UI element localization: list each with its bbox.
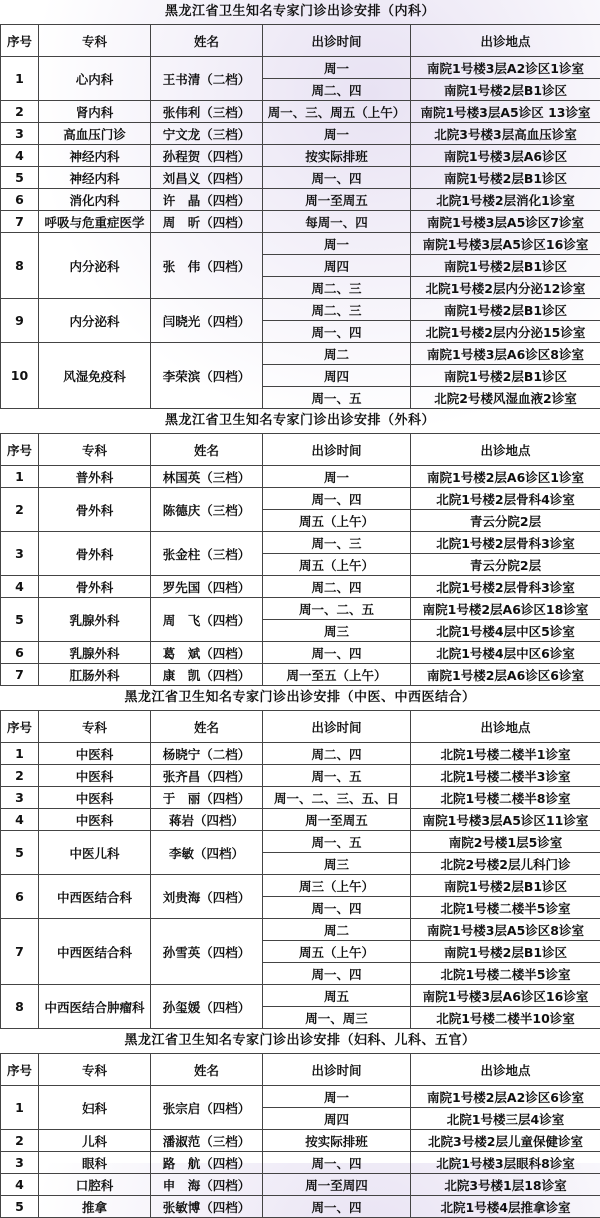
- table-row: [1, 598, 600, 620]
- department-cell: 妇科: [39, 1086, 151, 1130]
- table-row: [1, 1130, 600, 1152]
- column-header: 出诊时间: [263, 25, 411, 57]
- table-row: [1, 1196, 600, 1218]
- clinic-location-cell: 北院1号楼二楼半5诊室: [411, 963, 600, 985]
- clinic-time-cell: 周三（上午）: [263, 875, 411, 897]
- clinic-time-cell: 周一、四: [263, 1152, 411, 1174]
- clinic-location-cell: 南院1号楼2层B1诊区: [411, 255, 600, 277]
- doctor-name-cell: 李敏（四档）: [151, 831, 263, 875]
- doctor-name-cell: 周 昕（四档）: [151, 211, 263, 233]
- column-header: 出诊地点: [411, 1054, 600, 1086]
- clinic-location-cell: 北院1号楼4层中区5诊室: [411, 620, 600, 642]
- clinic-time-cell: 周五（上午）: [263, 941, 411, 963]
- table-row: [1, 123, 600, 145]
- doctor-name-cell: 蒋岩（四档）: [151, 809, 263, 831]
- column-header: 出诊地点: [411, 434, 600, 466]
- section-title: 黑龙江省卫生知名专家门诊出诊安排（妇科、儿科、五官）: [0, 1029, 600, 1053]
- doctor-name-cell: 刘昌义（四档）: [151, 167, 263, 189]
- table-row: [1, 875, 600, 897]
- column-header: 专科: [39, 711, 151, 743]
- department-cell: 中西医结合科: [39, 919, 151, 985]
- row-number: 2: [1, 1130, 39, 1152]
- department-cell: 中西医结合科: [39, 875, 151, 919]
- doctor-name-cell: 刘贵海（四档）: [151, 875, 263, 919]
- table-row: [1, 101, 600, 123]
- department-cell: 口腔科: [39, 1174, 151, 1196]
- column-header: 姓名: [151, 434, 263, 466]
- clinic-time-cell: 周一: [263, 1086, 411, 1108]
- row-number: 5: [1, 167, 39, 189]
- table-row: [1, 1086, 600, 1108]
- clinic-time-cell: 周四: [263, 365, 411, 387]
- column-header: 序号: [1, 1054, 39, 1086]
- clinic-location-cell: 北院1号楼4层中区6诊室: [411, 642, 600, 664]
- row-number: 3: [1, 787, 39, 809]
- department-cell: 中医儿科: [39, 831, 151, 875]
- table-row: [1, 343, 600, 365]
- clinic-time-cell: 周一、四: [263, 963, 411, 985]
- department-cell: 肾内科: [39, 101, 151, 123]
- doctor-name-cell: 康 凯（四档）: [151, 664, 263, 686]
- clinic-location-cell: 北院2号楼风湿血液2诊室: [411, 387, 600, 409]
- clinic-time-cell: 按实际排班: [263, 1130, 411, 1152]
- department-cell: 中医科: [39, 787, 151, 809]
- row-number: 1: [1, 1086, 39, 1130]
- doctor-name-cell: 罗先国（四档）: [151, 576, 263, 598]
- clinic-time-cell: 周一至周四: [263, 1174, 411, 1196]
- clinic-location-cell: 南院1号楼2层B1诊区: [411, 941, 600, 963]
- clinic-location-cell: 青云分院2层: [411, 510, 600, 532]
- department-cell: 神经内科: [39, 145, 151, 167]
- clinic-location-cell: 南院1号楼2层B1诊区: [411, 167, 600, 189]
- doctor-name-cell: 宁文龙（三档）: [151, 123, 263, 145]
- clinic-location-cell: 南院1号楼3层A5诊区16诊室: [411, 233, 600, 255]
- doctor-name-cell: 张齐昌（四档）: [151, 765, 263, 787]
- clinic-location-cell: 北院1号楼三层4诊室: [411, 1108, 600, 1130]
- department-cell: 内分泌科: [39, 233, 151, 299]
- clinic-location-cell: 北院1号楼二楼半5诊室: [411, 897, 600, 919]
- doctor-name-cell: 孙程贺（四档）: [151, 145, 263, 167]
- clinic-time-cell: 周二: [263, 343, 411, 365]
- doctor-name-cell: 张宗启（四档）: [151, 1086, 263, 1130]
- clinic-time-cell: 周一至周五: [263, 189, 411, 211]
- department-cell: 呼吸与危重症医学: [39, 211, 151, 233]
- clinic-time-cell: 周一、二、五: [263, 598, 411, 620]
- row-number: 8: [1, 233, 39, 299]
- department-cell: 中医科: [39, 809, 151, 831]
- clinic-location-cell: 南院1号楼2层B1诊区: [411, 299, 600, 321]
- clinic-location-cell: 南院1号楼3层A5诊区11诊室: [411, 809, 600, 831]
- doctor-name-cell: 张伟利（三档）: [151, 101, 263, 123]
- department-cell: 乳腺外科: [39, 642, 151, 664]
- clinic-time-cell: 周一: [263, 123, 411, 145]
- clinic-time-cell: 每周一、四: [263, 211, 411, 233]
- doctor-name-cell: 张金柱（三档）: [151, 532, 263, 576]
- table-row: [1, 211, 600, 233]
- clinic-location-cell: 北院1号楼二楼半3诊室: [411, 765, 600, 787]
- clinic-location-cell: 南院1号楼2层A2诊区6诊室: [411, 1086, 600, 1108]
- doctor-name-cell: 于 丽（四档）: [151, 787, 263, 809]
- department-cell: 消化内科: [39, 189, 151, 211]
- department-cell: 风湿免疫科: [39, 343, 151, 409]
- column-header: 专科: [39, 25, 151, 57]
- clinic-location-cell: 北院1号楼二楼半1诊室: [411, 743, 600, 765]
- clinic-location-cell: 南院1号楼2层B1诊区: [411, 875, 600, 897]
- department-cell: 骨外科: [39, 488, 151, 532]
- clinic-location-cell: 南院1号楼2层B1诊区: [411, 365, 600, 387]
- clinic-time-cell: 周一、三: [263, 532, 411, 554]
- row-number: 4: [1, 145, 39, 167]
- row-number: 1: [1, 57, 39, 101]
- column-header: 序号: [1, 434, 39, 466]
- clinic-time-cell: 周二、三: [263, 299, 411, 321]
- header-row: [1, 1054, 600, 1086]
- table-row: [1, 765, 600, 787]
- department-cell: 心内科: [39, 57, 151, 101]
- row-number: 9: [1, 299, 39, 343]
- table-row: [1, 488, 600, 510]
- doctor-name-cell: 杨晓宁（二档）: [151, 743, 263, 765]
- clinic-time-cell: 周三: [263, 853, 411, 875]
- doctor-name-cell: 闫晓光（四档）: [151, 299, 263, 343]
- section-title: 黑龙江省卫生知名专家门诊出诊安排（外科）: [0, 409, 600, 433]
- header-row: [1, 25, 600, 57]
- row-number: 3: [1, 123, 39, 145]
- row-number: 2: [1, 765, 39, 787]
- clinic-location-cell: 青云分院2层: [411, 554, 600, 576]
- department-cell: 推拿: [39, 1196, 151, 1218]
- row-number: 10: [1, 343, 39, 409]
- department-cell: 高血压门诊: [39, 123, 151, 145]
- row-number: 7: [1, 919, 39, 985]
- section-title: 黑龙江省卫生知名专家门诊出诊安排（内科）: [0, 0, 600, 24]
- row-number: 6: [1, 875, 39, 919]
- table-row: [1, 809, 600, 831]
- row-number: 2: [1, 488, 39, 532]
- header-row: [1, 434, 600, 466]
- clinic-time-cell: 周一、四: [263, 488, 411, 510]
- table-row: [1, 189, 600, 211]
- clinic-time-cell: 周二、四: [263, 79, 411, 101]
- clinic-location-cell: 南院1号楼2层A6诊区6诊室: [411, 664, 600, 686]
- schedule-table: [0, 1053, 600, 1218]
- department-cell: 普外科: [39, 466, 151, 488]
- clinic-time-cell: 周一、二、三、五、日: [263, 787, 411, 809]
- table-row: [1, 985, 600, 1007]
- clinic-time-cell: 周二: [263, 919, 411, 941]
- header-row: [1, 711, 600, 743]
- clinic-time-cell: 周一至周五: [263, 809, 411, 831]
- doctor-name-cell: 孙雪英（四档）: [151, 919, 263, 985]
- clinic-time-cell: 周一、五: [263, 831, 411, 853]
- clinic-location-cell: 北院1号楼2层骨科3诊室: [411, 576, 600, 598]
- column-header: 序号: [1, 25, 39, 57]
- department-cell: 内分泌科: [39, 299, 151, 343]
- clinic-time-cell: 周一、四: [263, 321, 411, 343]
- doctor-name-cell: 张 伟（四档）: [151, 233, 263, 299]
- row-number: 7: [1, 664, 39, 686]
- clinic-time-cell: 周二、四: [263, 743, 411, 765]
- clinic-location-cell: 南院1号楼3层A6诊区: [411, 145, 600, 167]
- section-title: 黑龙江省卫生知名专家门诊出诊安排（中医、中西医结合）: [0, 686, 600, 710]
- clinic-time-cell: 周三: [263, 620, 411, 642]
- row-number: 4: [1, 1174, 39, 1196]
- clinic-location-cell: 北院2号楼2层儿科门诊: [411, 853, 600, 875]
- clinic-time-cell: 按实际排班: [263, 145, 411, 167]
- clinic-location-cell: 北院1号楼4层推拿诊室: [411, 1196, 600, 1218]
- schedule-table: [0, 710, 600, 1029]
- column-header: 专科: [39, 1054, 151, 1086]
- row-number: 3: [1, 532, 39, 576]
- column-header: 出诊时间: [263, 434, 411, 466]
- clinic-location-cell: 北院1号楼3层眼科8诊室: [411, 1152, 600, 1174]
- clinic-time-cell: 周五: [263, 985, 411, 1007]
- doctor-name-cell: 张敏博（四档）: [151, 1196, 263, 1218]
- row-number: 4: [1, 576, 39, 598]
- clinic-location-cell: 南院1号楼2层A6诊区18诊室: [411, 598, 600, 620]
- clinic-location-cell: 北院3号楼3层高血压诊室: [411, 123, 600, 145]
- table-row: [1, 233, 600, 255]
- clinic-time-cell: 周一、四: [263, 1196, 411, 1218]
- table-row: [1, 743, 600, 765]
- row-number: 6: [1, 189, 39, 211]
- department-cell: 眼科: [39, 1152, 151, 1174]
- schedule-table: [0, 24, 600, 409]
- clinic-location-cell: 北院1号楼2层内分泌15诊室: [411, 321, 600, 343]
- department-cell: 中西医结合肿瘤科: [39, 985, 151, 1029]
- doctor-name-cell: 葛 斌（四档）: [151, 642, 263, 664]
- doctor-name-cell: 陈德庆（三档）: [151, 488, 263, 532]
- column-header: 出诊时间: [263, 1054, 411, 1086]
- schedule-table: [0, 433, 600, 686]
- table-row: [1, 299, 600, 321]
- clinic-location-cell: 北院1号楼二楼半10诊室: [411, 1007, 600, 1029]
- doctor-name-cell: 林国英（三档）: [151, 466, 263, 488]
- clinic-time-cell: 周一: [263, 466, 411, 488]
- row-number: 5: [1, 831, 39, 875]
- column-header: 出诊地点: [411, 711, 600, 743]
- doctor-name-cell: 周 飞（四档）: [151, 598, 263, 642]
- row-number: 1: [1, 743, 39, 765]
- clinic-time-cell: 周一、三、周五（上午）: [263, 101, 411, 123]
- table-row: [1, 576, 600, 598]
- clinic-time-cell: 周一、四: [263, 642, 411, 664]
- department-cell: 神经内科: [39, 167, 151, 189]
- table-row: [1, 1174, 600, 1196]
- doctor-name-cell: 孙玺媛（四档）: [151, 985, 263, 1029]
- clinic-location-cell: 北院3号楼1层18诊室: [411, 1174, 600, 1196]
- clinic-location-cell: 南院1号楼3层A5诊区 13诊室: [411, 101, 600, 123]
- column-header: 姓名: [151, 711, 263, 743]
- column-header: 序号: [1, 711, 39, 743]
- clinic-location-cell: 南院1号楼3层A5诊区7诊室: [411, 211, 600, 233]
- clinic-time-cell: 周一: [263, 57, 411, 79]
- table-row: [1, 642, 600, 664]
- column-header: 姓名: [151, 1054, 263, 1086]
- department-cell: 骨外科: [39, 576, 151, 598]
- column-header: 专科: [39, 434, 151, 466]
- clinic-time-cell: 周二、四: [263, 576, 411, 598]
- row-number: 4: [1, 809, 39, 831]
- clinic-time-cell: 周五（上午）: [263, 510, 411, 532]
- table-row: [1, 831, 600, 853]
- doctor-name-cell: 潘淑范（三档）: [151, 1130, 263, 1152]
- clinic-location-cell: 北院1号楼2层骨科4诊室: [411, 488, 600, 510]
- clinic-time-cell: 周一、四: [263, 897, 411, 919]
- doctor-name-cell: 申 海（四档）: [151, 1174, 263, 1196]
- clinic-location-cell: 北院3号楼2层儿童保健诊室: [411, 1130, 600, 1152]
- table-row: [1, 145, 600, 167]
- department-cell: 中医科: [39, 743, 151, 765]
- table-row: [1, 919, 600, 941]
- clinic-time-cell: 周四: [263, 1108, 411, 1130]
- clinic-time-cell: 周一、周三: [263, 1007, 411, 1029]
- row-number: 7: [1, 211, 39, 233]
- department-cell: 乳腺外科: [39, 598, 151, 642]
- doctor-name-cell: 许 晶（四档）: [151, 189, 263, 211]
- doctor-name-cell: 王书清（二档）: [151, 57, 263, 101]
- department-cell: 肛肠外科: [39, 664, 151, 686]
- row-number: 1: [1, 466, 39, 488]
- table-row: [1, 532, 600, 554]
- clinic-location-cell: 南院1号楼3层A6诊区16诊室: [411, 985, 600, 1007]
- clinic-time-cell: 周一、四: [263, 167, 411, 189]
- table-row: [1, 167, 600, 189]
- clinic-time-cell: 周一、五: [263, 387, 411, 409]
- table-row: [1, 57, 600, 79]
- row-number: 5: [1, 598, 39, 642]
- column-header: 出诊时间: [263, 711, 411, 743]
- department-cell: 中医科: [39, 765, 151, 787]
- clinic-location-cell: 南院1号楼2层B1诊区: [411, 79, 600, 101]
- department-cell: 骨外科: [39, 532, 151, 576]
- table-row: [1, 664, 600, 686]
- clinic-time-cell: 周一: [263, 233, 411, 255]
- clinic-time-cell: 周四: [263, 255, 411, 277]
- clinic-location-cell: 南院1号楼2层A6诊区1诊室: [411, 466, 600, 488]
- clinic-location-cell: 南院2号楼1层5诊室: [411, 831, 600, 853]
- department-cell: 儿科: [39, 1130, 151, 1152]
- clinic-location-cell: 北院1号楼二楼半8诊室: [411, 787, 600, 809]
- clinic-location-cell: 北院1号楼2层内分泌12诊室: [411, 277, 600, 299]
- clinic-time-cell: 周一、五: [263, 765, 411, 787]
- clinic-location-cell: 北院1号楼2层消化1诊室: [411, 189, 600, 211]
- row-number: 5: [1, 1196, 39, 1218]
- clinic-location-cell: 南院1号楼3层A2诊区1诊室: [411, 57, 600, 79]
- row-number: 2: [1, 101, 39, 123]
- clinic-time-cell: 周二、三: [263, 277, 411, 299]
- table-row: [1, 787, 600, 809]
- row-number: 8: [1, 985, 39, 1029]
- doctor-name-cell: 路 航（四档）: [151, 1152, 263, 1174]
- clinic-location-cell: 北院1号楼2层骨科3诊室: [411, 532, 600, 554]
- clinic-location-cell: 南院1号楼3层A5诊区8诊室: [411, 919, 600, 941]
- row-number: 6: [1, 642, 39, 664]
- table-row: [1, 466, 600, 488]
- clinic-time-cell: 周五（上午）: [263, 554, 411, 576]
- row-number: 3: [1, 1152, 39, 1174]
- clinic-location-cell: 南院1号楼3层A6诊区8诊室: [411, 343, 600, 365]
- column-header: 姓名: [151, 25, 263, 57]
- clinic-time-cell: 周一至五（上午）: [263, 664, 411, 686]
- column-header: 出诊地点: [411, 25, 600, 57]
- doctor-name-cell: 李荣滨（四档）: [151, 343, 263, 409]
